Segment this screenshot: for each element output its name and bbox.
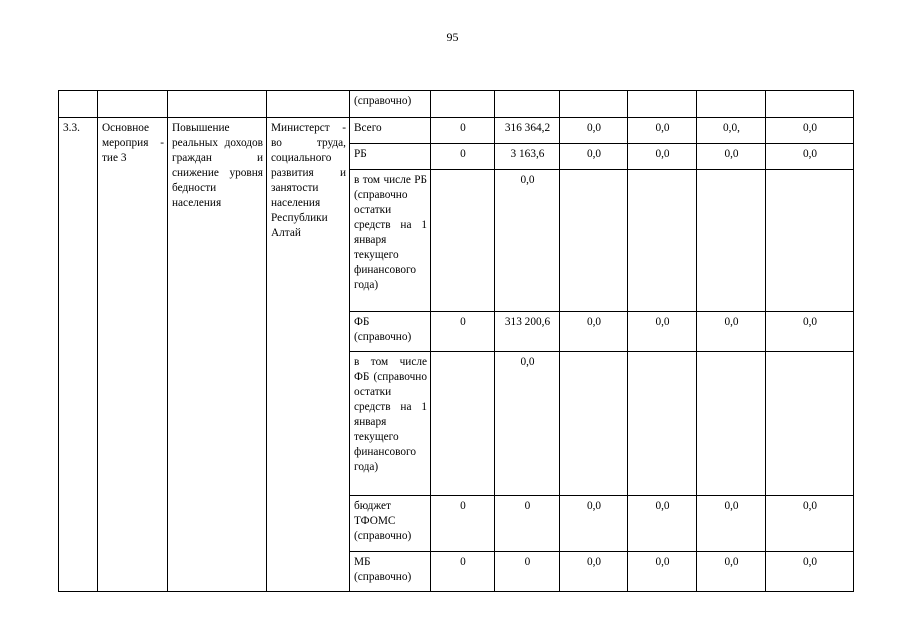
value-cell: 0,0: [697, 496, 766, 552]
value-cell: 0,0: [560, 552, 628, 592]
value-cell: 0,0: [766, 312, 854, 352]
budget-table: [58, 90, 854, 592]
value-cell: 316 364,2: [495, 118, 560, 144]
table-cell: [431, 91, 495, 118]
value-cell: [560, 170, 628, 312]
table-cell: [495, 91, 560, 118]
measure-number: 3.3.: [59, 118, 98, 592]
value-cell: [628, 170, 697, 312]
value-cell: 0: [431, 552, 495, 592]
value-cell: 0,0: [697, 144, 766, 170]
page-number: 95: [446, 30, 459, 44]
measure-name: Основное мероприя - тие 3: [98, 118, 168, 592]
value-cell: 0,0: [560, 312, 628, 352]
value-cell: 0: [431, 118, 495, 144]
table-row: [59, 118, 854, 144]
source-cell: (справочно): [350, 91, 431, 118]
source-cell: в том числе ФБ (справочно остатки средств на 1 января текущего финансового года): [350, 352, 431, 496]
value-cell: 0,0: [766, 496, 854, 552]
value-cell: 0,0: [495, 352, 560, 496]
value-cell: 0,0: [697, 312, 766, 352]
table-row: [59, 91, 854, 118]
table-cell: [766, 91, 854, 118]
table-cell: [560, 91, 628, 118]
value-cell: [628, 352, 697, 496]
value-cell: 0,0: [766, 144, 854, 170]
value-cell: 0,0: [628, 552, 697, 592]
value-cell: 0,0: [628, 144, 697, 170]
value-cell: 0: [495, 552, 560, 592]
table-cell: [59, 91, 98, 118]
value-cell: [697, 352, 766, 496]
value-cell: 0,0: [697, 552, 766, 592]
value-cell: 313 200,6: [495, 312, 560, 352]
value-cell: 0,0,: [697, 118, 766, 144]
value-cell: [766, 352, 854, 496]
value-cell: [766, 170, 854, 312]
value-cell: 0,0: [560, 118, 628, 144]
value-cell: 0,0: [560, 144, 628, 170]
value-cell: 0,0: [560, 496, 628, 552]
source-cell: Всего: [350, 118, 431, 144]
source-cell: РБ: [350, 144, 431, 170]
measure-executor: Министерст - во труда, социального развития и занятости населения Республики Алтай: [267, 118, 350, 592]
value-cell: [560, 352, 628, 496]
value-cell: 0,0: [495, 170, 560, 312]
value-cell: [431, 170, 495, 312]
value-cell: 3 163,6: [495, 144, 560, 170]
table-cell: [697, 91, 766, 118]
value-cell: 0,0: [628, 118, 697, 144]
value-cell: 0: [431, 144, 495, 170]
source-cell: в том числе РБ (справочно остатки средств на 1 января текущего финансового года): [350, 170, 431, 312]
source-cell: бюджет ТФОМС (справочно): [350, 496, 431, 552]
table-cell: [168, 91, 267, 118]
table-cell: [267, 91, 350, 118]
source-cell: ФБ (справочно): [350, 312, 431, 352]
value-cell: 0: [495, 496, 560, 552]
value-cell: 0,0: [628, 496, 697, 552]
value-cell: 0: [431, 496, 495, 552]
value-cell: 0,0: [766, 118, 854, 144]
value-cell: 0: [431, 312, 495, 352]
value-cell: [697, 170, 766, 312]
table-cell: [628, 91, 697, 118]
value-cell: 0,0: [766, 552, 854, 592]
source-cell: МБ (справочно): [350, 552, 431, 592]
table-cell: [98, 91, 168, 118]
value-cell: [431, 352, 495, 496]
measure-goal: Повышение реальных доходов граждан и снижение уровня бедности населения: [168, 118, 267, 592]
value-cell: 0,0: [628, 312, 697, 352]
